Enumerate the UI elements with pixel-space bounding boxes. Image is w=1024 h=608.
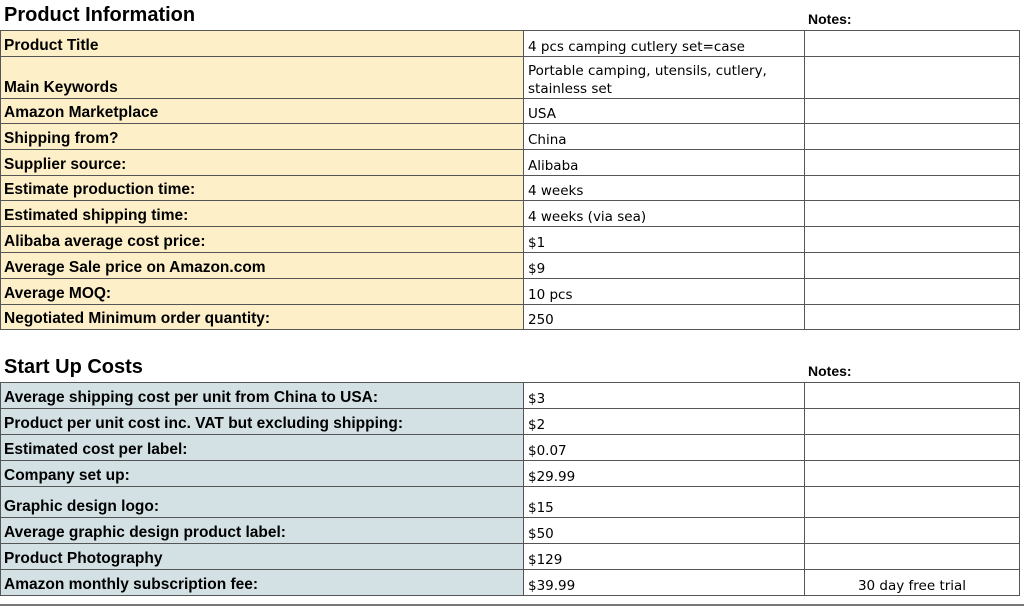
row-value[interactable]: 10 pcs <box>524 279 805 305</box>
row-note[interactable] <box>805 31 1020 57</box>
table-row <box>1 305 1020 330</box>
row-value[interactable]: 4 weeks <box>524 176 805 201</box>
row-label: Amazon monthly subscription fee: <box>1 570 524 596</box>
row-label: Amazon Marketplace <box>1 99 524 124</box>
row-value[interactable]: $2 <box>524 409 805 435</box>
row-label: Product per unit cost inc. VAT but excluding shipping: <box>1 409 524 435</box>
startup-costs-title: Start Up Costs <box>4 356 143 378</box>
table-row <box>1 409 1020 435</box>
table-row <box>1 461 1020 487</box>
table-row <box>1 150 1020 176</box>
row-label: Alibaba average cost price: <box>1 227 524 253</box>
bottom-divider <box>0 604 1024 606</box>
row-label: Average graphic design product label: <box>1 518 524 544</box>
row-label: Estimated cost per label: <box>1 435 524 461</box>
row-note[interactable] <box>805 124 1020 150</box>
row-value[interactable]: USA <box>524 99 805 124</box>
row-note[interactable] <box>805 435 1020 461</box>
row-label: Estimated shipping time: <box>1 201 524 227</box>
row-value[interactable]: $3 <box>524 383 805 409</box>
row-label: Main Keywords <box>1 57 524 99</box>
row-note[interactable] <box>805 461 1020 487</box>
product-info-title: Product Information <box>4 4 196 26</box>
row-note[interactable] <box>805 409 1020 435</box>
row-value[interactable]: China <box>524 124 805 150</box>
row-label: Negotiated Minimum order quantity: <box>1 305 524 330</box>
row-label: Product Photography <box>1 544 524 570</box>
row-label: Shipping from? <box>1 124 524 150</box>
table-row <box>1 435 1020 461</box>
table-row <box>1 176 1020 201</box>
table-row <box>1 124 1020 150</box>
row-value[interactable]: 4 weeks (via sea) <box>524 201 805 227</box>
row-note[interactable] <box>805 201 1020 227</box>
product-info-table <box>0 30 1020 330</box>
row-note[interactable] <box>805 227 1020 253</box>
table-row <box>1 570 1020 596</box>
row-label: Average Sale price on Amazon.com <box>1 253 524 279</box>
row-value[interactable]: $29.99 <box>524 461 805 487</box>
table-row <box>1 253 1020 279</box>
row-label: Company set up: <box>1 461 524 487</box>
row-note[interactable] <box>805 279 1020 305</box>
row-label: Average MOQ: <box>1 279 524 305</box>
table-row <box>1 518 1020 544</box>
table-row <box>1 99 1020 124</box>
row-value[interactable]: $50 <box>524 518 805 544</box>
row-note[interactable]: 30 day free trial <box>805 570 1020 596</box>
row-label: Estimate production time: <box>1 176 524 201</box>
row-note[interactable] <box>805 383 1020 409</box>
row-note[interactable] <box>805 487 1020 518</box>
row-note[interactable] <box>805 544 1020 570</box>
row-value[interactable]: $9 <box>524 253 805 279</box>
table-row <box>1 383 1020 409</box>
row-value[interactable]: $0.07 <box>524 435 805 461</box>
row-value[interactable]: $129 <box>524 544 805 570</box>
row-note[interactable] <box>805 518 1020 544</box>
row-note[interactable] <box>805 99 1020 124</box>
row-note[interactable] <box>805 57 1020 99</box>
startup-notes-label: Notes: <box>808 363 852 379</box>
row-value[interactable]: Portable camping, utensils, cutlery, stainless set <box>524 57 805 99</box>
row-label: Graphic design logo: <box>1 487 524 518</box>
product-notes-label: Notes: <box>808 11 852 27</box>
table-row <box>1 31 1020 57</box>
row-note[interactable] <box>805 150 1020 176</box>
row-label: Supplier source: <box>1 150 524 176</box>
row-note[interactable] <box>805 176 1020 201</box>
table-row <box>1 544 1020 570</box>
table-row <box>1 57 1020 99</box>
row-label: Average shipping cost per unit from China to USA: <box>1 383 524 409</box>
startup-costs-table <box>0 382 1020 596</box>
row-value[interactable]: $1 <box>524 227 805 253</box>
row-label: Product Title <box>1 31 524 57</box>
row-value[interactable]: $15 <box>524 487 805 518</box>
row-value[interactable]: Alibaba <box>524 150 805 176</box>
row-value[interactable]: 250 <box>524 305 805 330</box>
row-value[interactable]: 4 pcs camping cutlery set=case <box>524 31 805 57</box>
row-value[interactable]: $39.99 <box>524 570 805 596</box>
table-row <box>1 279 1020 305</box>
row-note[interactable] <box>805 253 1020 279</box>
table-row <box>1 487 1020 518</box>
row-note[interactable] <box>805 305 1020 330</box>
table-row <box>1 201 1020 227</box>
table-row <box>1 227 1020 253</box>
